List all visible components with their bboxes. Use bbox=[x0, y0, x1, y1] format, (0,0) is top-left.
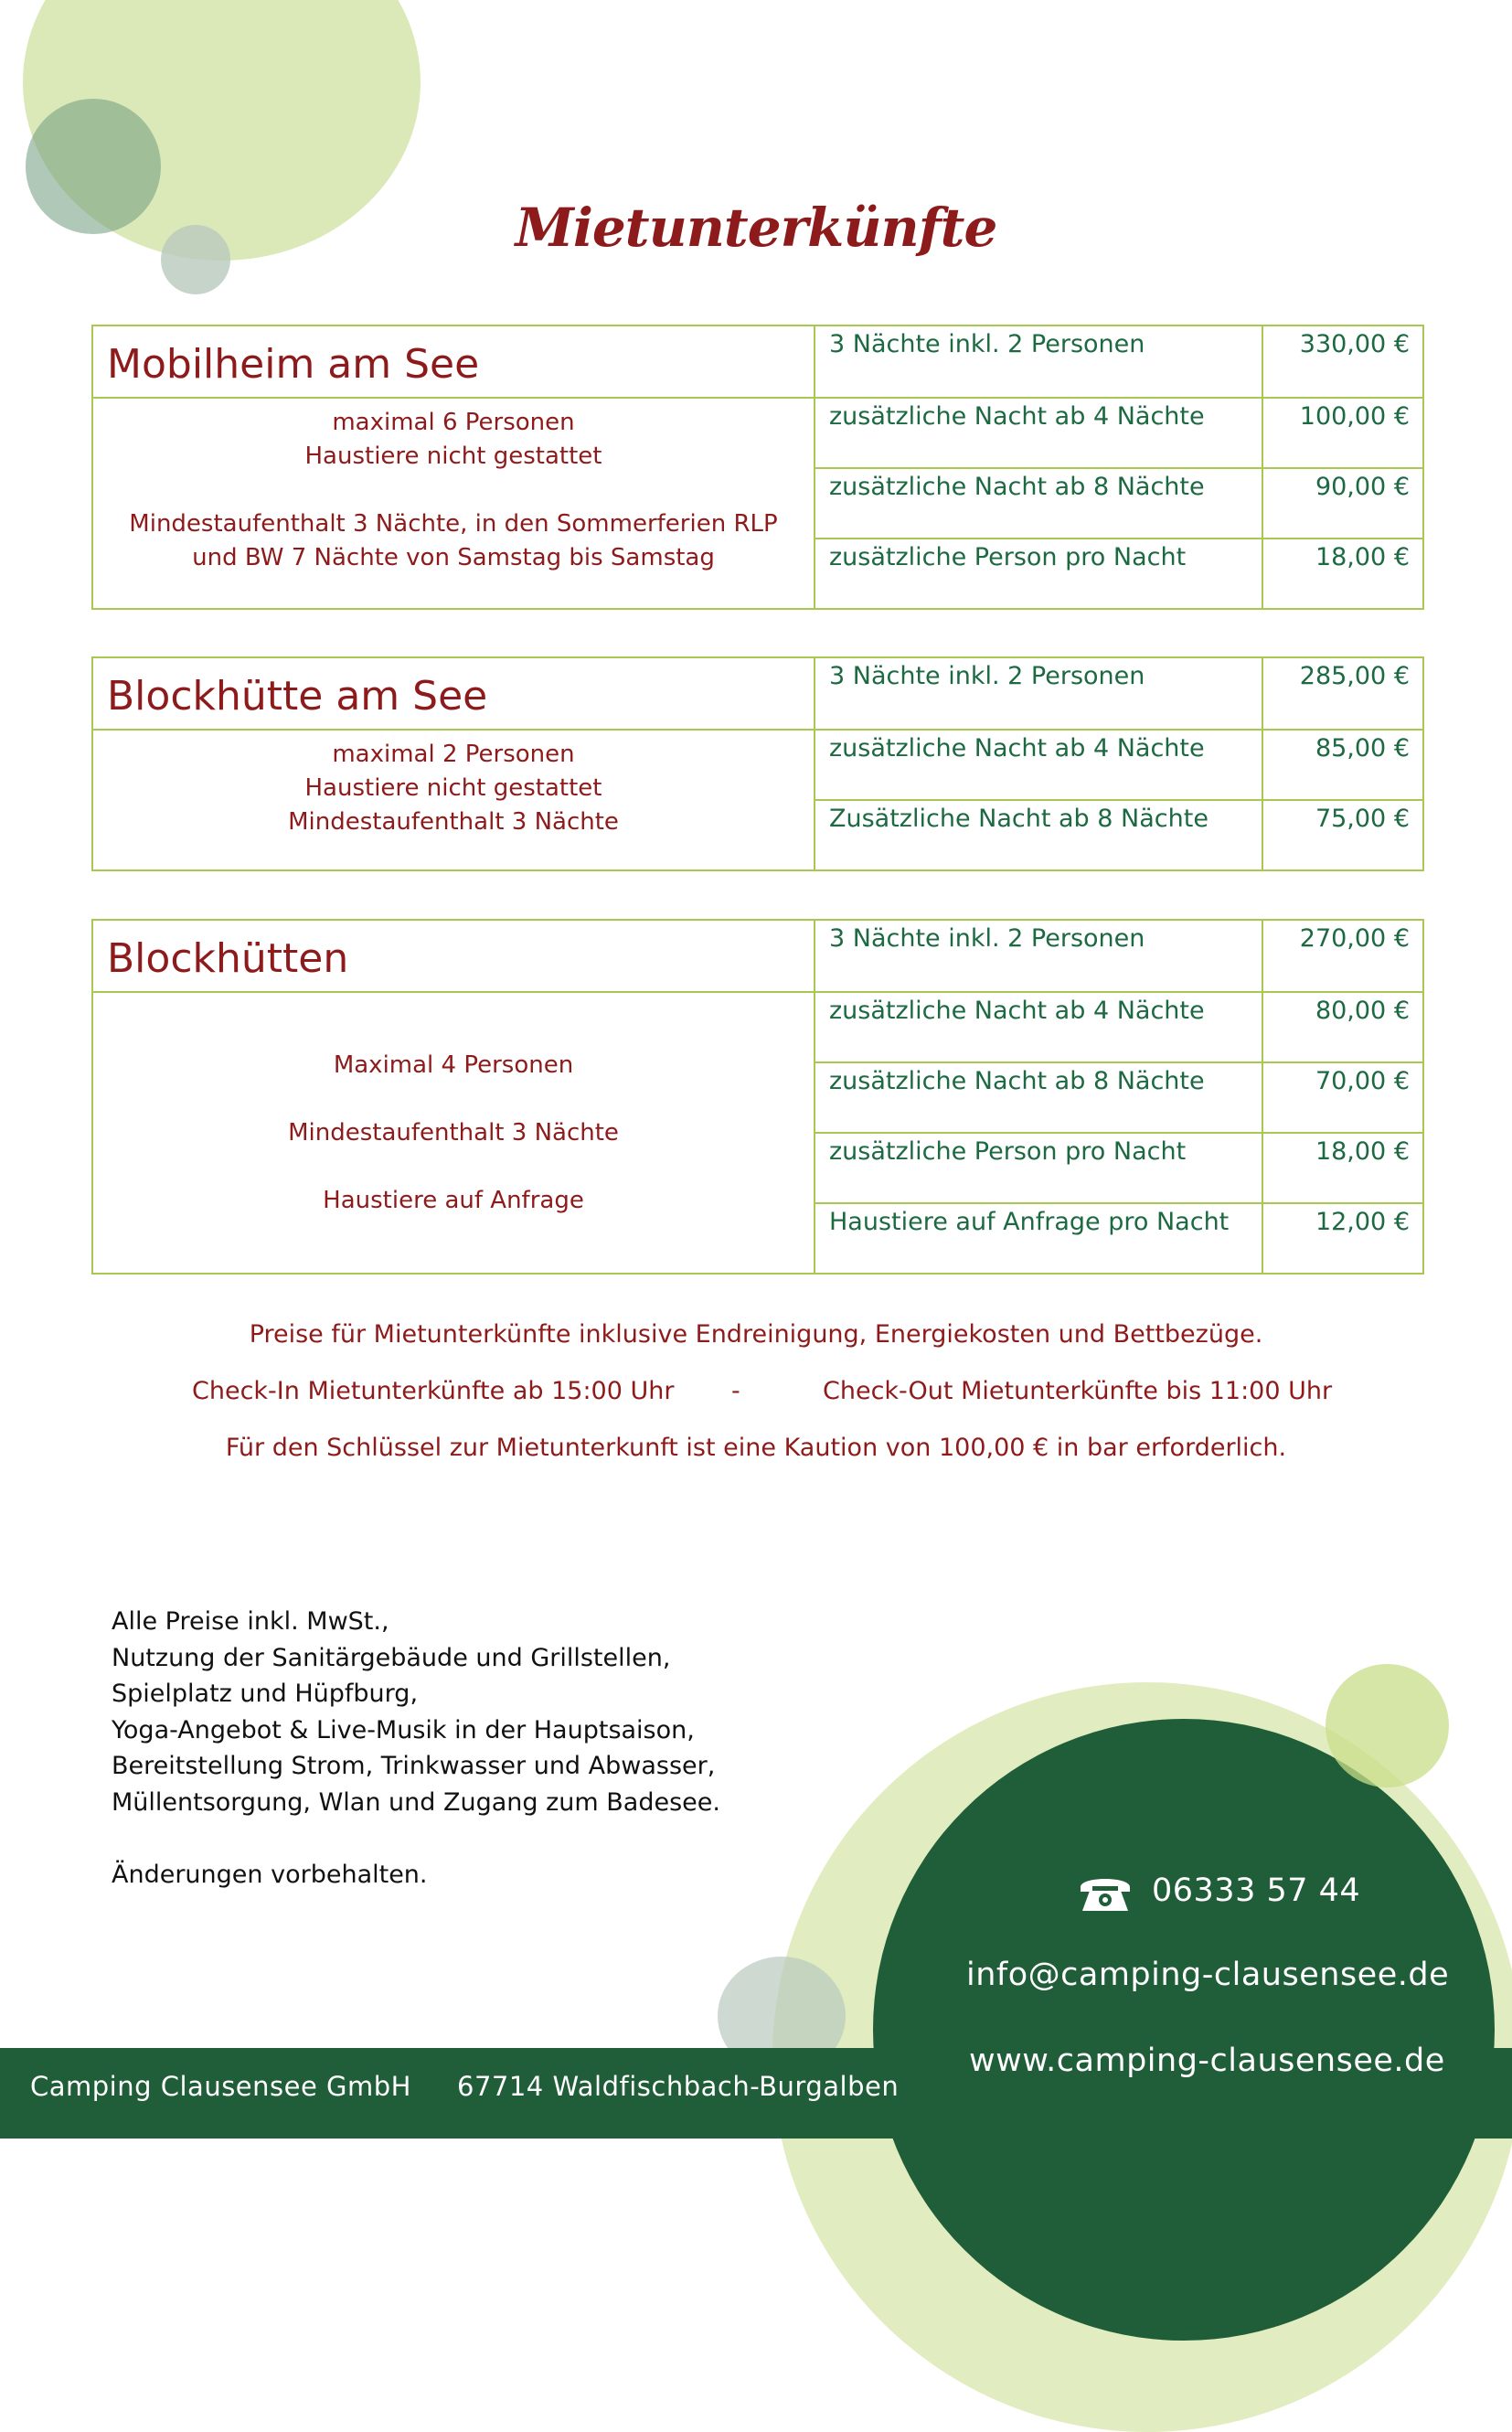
telephone-icon bbox=[1077, 1871, 1134, 1915]
note-included: Preise für Mietunterkünfte inklusive Endreinigung, Energiekosten und Bettbezüge. bbox=[249, 1320, 1263, 1349]
inclusions-list bbox=[112, 1604, 720, 1893]
contact-website[interactable]: www.camping-clausensee.de bbox=[969, 2043, 1445, 2079]
decor-circle-dark bbox=[873, 1719, 1495, 2341]
inclusion-line: Nutzung der Sanitärgebäude und Grillstellen, bbox=[112, 1643, 671, 1672]
description-line: Maximal 4 Personen bbox=[333, 1051, 574, 1079]
contact-email[interactable]: info@camping-clausensee.de bbox=[966, 1957, 1450, 1993]
description-line: Mindestaufenthalt 3 Nächte bbox=[288, 1118, 619, 1147]
price-label: zusätzliche Nacht ab 8 Nächte bbox=[815, 1062, 1262, 1133]
price-amount: 12,00 € bbox=[1262, 1203, 1423, 1274]
page-title: Mietunterkünfte bbox=[515, 197, 997, 259]
price-label: 3 Nächte inkl. 2 Personen bbox=[815, 920, 1262, 992]
table-row bbox=[92, 730, 1423, 800]
note-deposit: Für den Schlüssel zur Mietunterkunft ist eine Kaution von 100,00 € in bar erforderlich. bbox=[225, 1434, 1287, 1462]
decor-circle-accent bbox=[1326, 1664, 1449, 1787]
inclusion-line: Spielplatz und Hüpfburg, bbox=[112, 1680, 419, 1708]
description-line: Haustiere auf Anfrage bbox=[323, 1186, 584, 1214]
note-checkout: Check-Out Mietunterkünfte bis 11:00 Uhr bbox=[823, 1377, 1333, 1405]
price-amount: 70,00 € bbox=[1262, 1062, 1423, 1133]
price-amount: 285,00 € bbox=[1262, 657, 1423, 730]
price-label: zusätzliche Person pro Nacht bbox=[815, 1133, 1262, 1203]
footer-address: 67714 Waldfischbach-Burgalben bbox=[457, 2071, 900, 2102]
price-label: zusätzliche Person pro Nacht bbox=[815, 539, 1262, 609]
note-checkin: Check-In Mietunterkünfte ab 15:00 Uhr bbox=[192, 1377, 675, 1405]
price-amount: 18,00 € bbox=[1262, 539, 1423, 609]
price-amount: 100,00 € bbox=[1262, 398, 1423, 468]
table-row bbox=[92, 325, 1423, 398]
description-line: Mindestaufenthalt 3 Nächte, in den Sommerferien RLP bbox=[129, 510, 778, 538]
price-label: 3 Nächte inkl. 2 Personen bbox=[815, 325, 1262, 398]
accommodation-description bbox=[92, 992, 815, 1274]
description-line: maximal 6 Personen bbox=[332, 409, 575, 436]
table-row bbox=[92, 657, 1423, 730]
price-table-blockhuetten bbox=[91, 919, 1424, 1275]
price-amount: 270,00 € bbox=[1262, 920, 1423, 992]
price-amount: 90,00 € bbox=[1262, 468, 1423, 539]
inclusion-line: Bereitstellung Strom, Trinkwasser und Abwasser, bbox=[112, 1752, 716, 1780]
price-label: 3 Nächte inkl. 2 Personen bbox=[815, 657, 1262, 730]
table-row bbox=[92, 398, 1423, 468]
inclusion-line: Alle Preise inkl. MwSt., bbox=[112, 1607, 389, 1636]
contact-phone[interactable]: 06333 57 44 bbox=[1152, 1872, 1361, 1909]
price-amount: 18,00 € bbox=[1262, 1133, 1423, 1203]
price-label: zusätzliche Nacht ab 4 Nächte bbox=[815, 730, 1262, 800]
price-amount: 330,00 € bbox=[1262, 325, 1423, 398]
description-line: und BW 7 Nächte von Samstag bis Samstag bbox=[192, 544, 715, 571]
price-label: Haustiere auf Anfrage pro Nacht bbox=[815, 1203, 1262, 1274]
accommodation-description bbox=[92, 730, 815, 870]
description-spacer bbox=[93, 474, 814, 507]
price-table-blockhuette-am-see bbox=[91, 656, 1424, 871]
disclaimer: Änderungen vorbehalten. bbox=[112, 1860, 428, 1889]
table-row bbox=[92, 992, 1423, 1062]
description-line: maximal 2 Personen bbox=[332, 741, 575, 768]
price-label: zusätzliche Nacht ab 8 Nächte bbox=[815, 468, 1262, 539]
price-label: Zusätzliche Nacht ab 8 Nächte bbox=[815, 800, 1262, 870]
inclusion-line: Müllentsorgung, Wlan und Zugang zum Badesee. bbox=[112, 1787, 720, 1817]
inclusion-spacer bbox=[112, 1820, 720, 1857]
accommodation-description bbox=[92, 398, 815, 609]
description-line: Mindestaufenthalt 3 Nächte bbox=[288, 808, 619, 836]
description-line: Haustiere nicht gestattet bbox=[304, 443, 602, 470]
price-amount: 80,00 € bbox=[1262, 992, 1423, 1062]
footer-company: Camping Clausensee GmbH bbox=[30, 2071, 411, 2102]
note-separator: - bbox=[731, 1377, 740, 1405]
accommodation-name: Blockhütte am See bbox=[92, 657, 815, 730]
price-amount: 75,00 € bbox=[1262, 800, 1423, 870]
price-amount: 85,00 € bbox=[1262, 730, 1423, 800]
price-table-mobilheim bbox=[91, 325, 1424, 610]
inclusion-line: Yoga-Angebot & Live-Musik in der Hauptsaison, bbox=[112, 1715, 695, 1744]
description-spacer bbox=[93, 1150, 814, 1184]
accommodation-name: Blockhütten bbox=[92, 920, 815, 992]
price-label: zusätzliche Nacht ab 4 Nächte bbox=[815, 398, 1262, 468]
description-spacer bbox=[93, 1083, 814, 1116]
table-row bbox=[92, 920, 1423, 992]
price-label: zusätzliche Nacht ab 4 Nächte bbox=[815, 992, 1262, 1062]
description-line: Haustiere nicht gestattet bbox=[304, 774, 602, 802]
accommodation-name: Mobilheim am See bbox=[92, 325, 815, 398]
